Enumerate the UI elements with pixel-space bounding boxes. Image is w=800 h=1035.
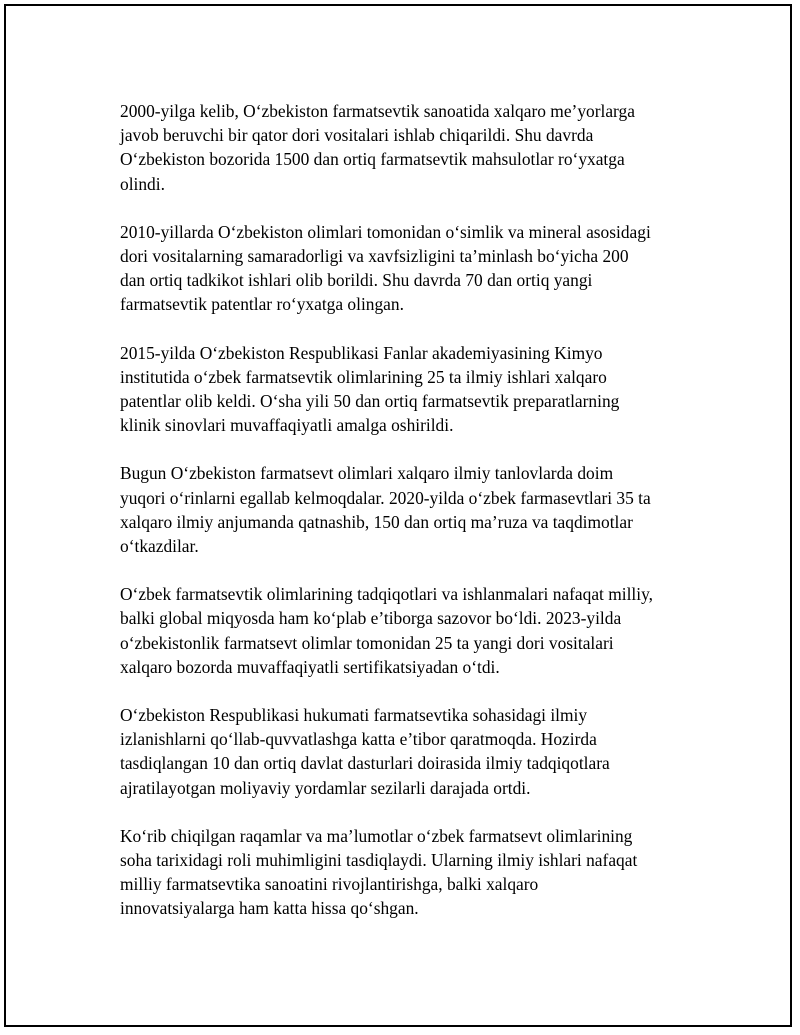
document-body — [120, 99, 700, 945]
paragraph-4: Bugun O‘zbekiston farmatsevt olimlari xalqaro ilmiy tanlovlarda doim yuqori o‘rinlarni egallab kelmoqdalar. 2020-yilda o‘zbek farmasevtlari 35 ta xalqaro ilmiy anjumanda qatnashib, 150 dan ortiq ma’ruza va taqdimotlar o‘tkazdilar. — [120, 463, 651, 557]
paragraph-7: Ko‘rib chiqilgan raqamlar va ma’lumotlar o‘zbek farmatsevt olimlarining soha tarixidagi roli muhimligini tasdiqlaydi. Ularning ilmiy ishlari nafaqat milliy farmatsevtika sanoatini rivojlantirishga, balki xalqaro innovatsiyalarga ham katta hissa qo‘shgan. — [120, 825, 638, 919]
paragraph-3: 2015-yilda O‘zbekiston Respublikasi Fanlar akademiyasining Kimyo institutida o‘zbek farmatsevtik olimlarining 25 ta ilmiy ishlari xalqaro patentlar olib keldi. O‘sha yili 50 dan ortiq farmatsevtik preparatlarning klinik sinovlari muvaffaqiyatli amalga oshirildi. — [120, 342, 620, 436]
paragraph-1: 2000-yilga kelib, O‘zbekiston farmatsevtik sanoatida xalqaro me’yorlarga javob beruvchi bir qator dori vositalari ishlab chiqarildi. Shu davrda O‘zbekiston bozorida 1500 dan ortiq farmatsevtik mahsulotlar ro‘yxatga olindi. — [120, 101, 635, 194]
paragraph-6: O‘zbekiston Respublikasi hukumati farmatsevtika sohasidagi ilmiy izlanishlarni qo‘llab-quvvatlashga katta e’tibor qaratmoqda. Hozirda tasdiqlangan 10 dan ortiq davlat dasturlari doirasida ilmiy tadqiqotlara ajratilayotgan moliyaviy yordamlar sezilarli darajada ortdi. — [120, 705, 610, 798]
paragraph-2: 2010-yillarda O‘zbekiston olimlari tomonidan o‘simlik va mineral asosidagi dori vositalarning samaradorligi va xavfsizligini ta’minlash bo‘yicha 200 dan ortiq tadkikot ishlari olib borildi. Shu davrda 70 dan ortiq yangi farmatsevtik patentlar ro‘yxatga olingan. — [120, 221, 651, 315]
document-page — [4, 4, 792, 1027]
paragraph-5: O‘zbek farmatsevtik olimlarining tadqiqotlari va ishlanmalari nafaqat milliy, balki global miqyosda ham ko‘plab e’tiborga sazovor bo‘ldi. 2023-yilda o‘zbekistonlik farmatsevt olimlar tomonidan 25 ta yangi dori vositalari xalqaro bozorda muvaffaqiyatli sertifikatsiyadan o‘tdi. — [120, 584, 653, 677]
